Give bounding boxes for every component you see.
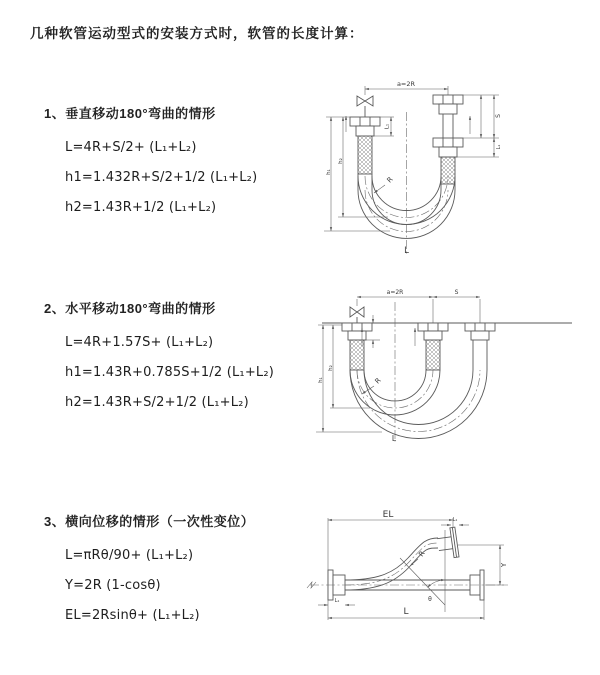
radius-label: R [373, 376, 383, 386]
braided-hose-section [426, 340, 440, 370]
formula-line: L=πRθ/90+ (L₁+L₂) [65, 548, 194, 563]
formula-line: h1=1.43R+0.785S+1/2 (L₁+L₂) [65, 365, 275, 380]
valve-icon [357, 96, 373, 117]
page-title: 几种软管运动型式的安装方式时，软管的长度计算： [30, 26, 364, 41]
dim-label-y: Y [500, 562, 508, 568]
formula-line: EL=2Rsinθ+ (L₁+L₂) [65, 608, 200, 623]
formula-line: Y=2R (1-cosθ) [65, 578, 161, 593]
angle-construction [400, 530, 445, 612]
diagram-lateral-displacement [300, 500, 600, 665]
diagram-vertical-180-bend [310, 66, 600, 266]
section-lateral-displacement [44, 511, 329, 631]
displaced-hose-curve [345, 538, 438, 590]
dim-label-l1-top: L₁ [452, 517, 458, 523]
radius-label: R [385, 175, 395, 185]
dim-label-el: EL [382, 510, 394, 520]
radius-label: R [417, 549, 427, 559]
right-flange [433, 95, 463, 157]
middle-flange [418, 323, 448, 340]
length-label: L [391, 434, 397, 443]
dim-label-l1-left: L₁ [334, 598, 340, 604]
braided-hose-section [358, 136, 372, 174]
dim-label-h2: h₂ [338, 158, 344, 164]
left-flange [342, 323, 372, 340]
formula-line: L=4R+1.57S+ (L₁+L₂) [65, 335, 214, 350]
section-2-heading: 2、水平移动180°弯曲的情形 [44, 301, 216, 316]
section-1-heading: 1、垂直移动180°弯曲的情形 [44, 106, 216, 121]
diagram-horizontal-180-bend [310, 282, 600, 457]
left-flange [350, 117, 380, 136]
formula-line: h1=1.432R+S/2+1/2 (L₁+L₂) [65, 170, 258, 185]
braided-hose-section [441, 157, 455, 184]
valve-icon [350, 307, 364, 323]
formula-line: h2=1.43R+1/2 (L₁+L₂) [65, 200, 217, 215]
moved-flange [465, 323, 495, 340]
dim-label-l1-right: L₁ [496, 144, 502, 150]
dim-label-s: S [454, 289, 459, 296]
dim-label-h1: h₁ [326, 169, 332, 175]
formula-line: h2=1.43R+S/2+1/2 (L₁+L₂) [65, 395, 249, 410]
dim-label-s: S [495, 114, 502, 118]
dim-label-a2r: a=2R [396, 80, 416, 88]
dim-label-theta: θ [428, 596, 432, 603]
dim-label-a2r: a=2R [386, 289, 404, 296]
dim-label-h1: h₁ [318, 377, 324, 383]
formula-line: L=4R+S/2+ (L₁+L₂) [65, 140, 197, 155]
displaced-flange [436, 527, 459, 559]
hose-u-curves [350, 370, 487, 439]
length-label: L [404, 246, 409, 256]
section-horizontal-movement [44, 298, 329, 418]
dim-label-l1-left: L₁ [384, 123, 391, 130]
length-label: L [403, 607, 409, 617]
section-3-heading: 3、横向位移的情形（一次性变位） [44, 514, 255, 529]
straight-hose-position [307, 570, 508, 600]
section-vertical-movement [44, 103, 329, 223]
dim-label-h2: h₂ [328, 365, 334, 371]
